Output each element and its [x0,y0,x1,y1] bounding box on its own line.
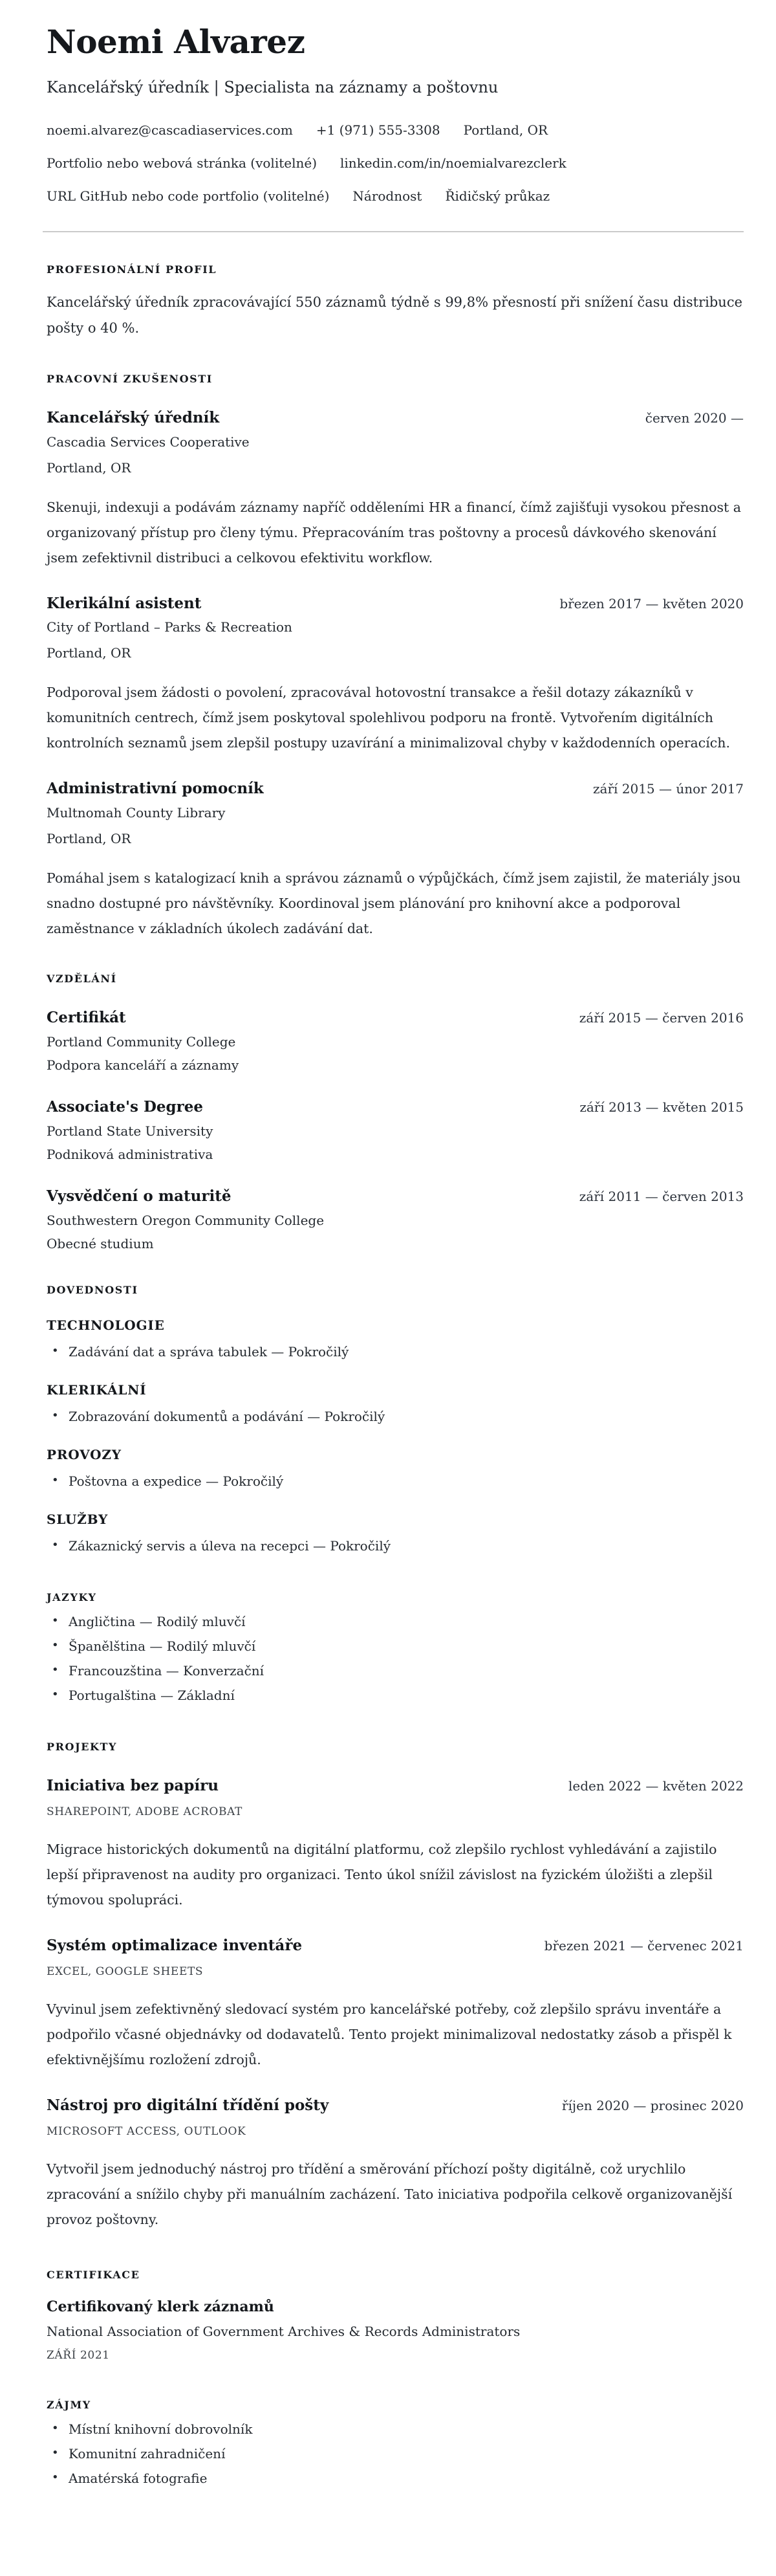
job-description: Podporoval jsem žádosti o povolení, zpracovával hotovostní transakce a řešil dotazy zákazníků v komunitních centrech, čímž jsem poskytoval spolehlivou podporu na frontě. Vytvořením digitálních kontrolních seznamů jsem zlepšil postupy uzavírání a minimalizoval chyby v každodenních operacích. [47,685,730,751]
profile-summary: Kancelářský úředník zpracovávající 550 záznamů týdně s 99,8% přesností při snížení času distribuce pošty o 40 %. [47,294,743,336]
language-item: • Angličtina — Rodilý mluvčí [47,1613,744,1631]
skill-category: SLUŽBY [47,1512,109,1527]
edu-school: Portland Community College [47,1034,236,1050]
job-entry [47,779,744,941]
edu-school: Portland State University [47,1123,213,1139]
project-date: říjen 2020 — prosinec 2020 [561,2097,744,2113]
job-description: Pomáhal jsem s katalogizací knih a správou záznamů o výpůjčkách, čímž jsem zajistil, že materiály jsou snadno dostupné pro návštěvníky. Koordinoval jsem plánování pro knihovní akce a podporoval zaměstnance v základních úkolech zadávání dat. [47,870,741,937]
interest-item: • Amatérská fotografie [47,2469,744,2487]
job-description: Skenuji, indexuji a podávám záznamy napříč odděleními HR a financí, čímž zajišťuji vysokou přesnost a organizovaný přístup pro členy týmu. Přepracováním tras poštovny a procesů dávkového skenování jsem zefektivnil distribuci a celkovou efektivitu workflow. [47,499,742,566]
certification-entry [47,2298,744,2362]
section-label-projects: PROJEKTY [47,1741,118,1754]
project-title: Systém optimalizace inventáře [47,1937,303,1955]
edu-field: Podniková administrativa [47,1146,213,1162]
candidate-name: Noemi Alvarez [47,23,305,61]
job-title: Administrativní pomocník [47,780,264,798]
education-entry [47,1008,744,1074]
contact-github-label: URL GitHub nebo code portfolio (volitelné) [47,188,330,204]
edu-date: září 2015 — červen 2016 [579,1010,744,1026]
language-item: • Portugalština — Základní [47,1686,744,1704]
skill-item: • Zadávání dat a správa tabulek — Pokročilý [47,1343,744,1361]
section-label-education: VZDĚLÁNÍ [47,972,117,985]
cert-org: National Association of Government Archives & Records Administrators [47,2323,521,2339]
header-divider [43,231,744,232]
cert-title: Certifikovaný klerk záznamů [47,2298,274,2315]
interest-item: • Komunitní zahradničení [47,2445,744,2463]
contact-nationality-label: Národnost [352,188,422,204]
language-item: • Španělština — Rodilý mluvčí [47,1637,744,1655]
job-entry [47,408,744,571]
job-date: březen 2017 — květen 2020 [559,595,744,611]
skill-item: • Poštovna a expedice — Pokročilý [47,1472,744,1490]
job-title: Kancelářský úředník [47,408,220,426]
section-label-profile: PROFESIONÁLNÍ PROFIL [47,263,217,276]
job-location: Portland, OR [47,645,131,661]
project-title: Iniciativa bez papíru [47,1777,219,1795]
contact-phone: +1 (971) 555-3308 [316,122,440,138]
edu-date: září 2011 — červen 2013 [579,1188,744,1204]
section-label-skills: DOVEDNOSTI [47,1283,138,1296]
language-item: • Francouzština — Konverzační [47,1662,744,1680]
job-date: září 2015 — únor 2017 [592,781,744,797]
languages-list [47,1613,744,1704]
section-label-experience: PRACOVNÍ ZKUŠENOSTI [47,372,213,385]
cert-date: ZÁŘÍ 2021 [47,2348,110,2362]
education-entry [47,1097,744,1163]
interest-item: • Místní knihovní dobrovolník [47,2420,744,2438]
contact-location: Portland, OR [463,122,548,138]
project-date: březen 2021 — červenec 2021 [544,1938,744,1954]
project-tools: MICROSOFT ACCESS, OUTLOOK [47,2124,246,2138]
skill-category: TECHNOLOGIE [47,1317,165,1333]
project-entry [47,1936,744,2073]
skill-item: • Zákaznický servis a úleva na recepci — Pokročilý [47,1537,744,1555]
job-company: Multnomah County Library [47,805,226,821]
project-description: Vyvinul jsem zefektivněný sledovací systém pro kancelářské potřeby, což zlepšilo správu inventáře a podpořilo včasné objednávky od dodavatelů. Tento projekt minimalizoval nedostatky zásob a přispěl k efektivnějšímu rozložení zdrojů. [47,2001,732,2068]
job-company: City of Portland – Parks & Recreation [47,619,292,635]
project-description: Vytvořil jsem jednoduchý nástroj pro třídění a směrování příchozí pošty digitálně, což urychlilo zpracování a snížilo chyby při manuálním zacházení. Tato iniciativa podpořila celkově organizovanější provoz poštovny. [47,2161,733,2227]
edu-field: Obecné studium [47,1235,154,1251]
edu-school: Southwestern Oregon Community College [47,1212,325,1228]
contact-email: noemi.alvarez@cascadiaservices.com [47,122,293,138]
job-company: Cascadia Services Cooperative [47,434,250,450]
edu-date: září 2013 — květen 2015 [579,1099,744,1116]
candidate-title: Kancelářský úředník | Specialista na záznamy a poštovnu [47,78,499,96]
edu-degree: Vysvědčení o maturitě [47,1187,232,1205]
contact-row-1 [47,121,744,139]
section-label-interests: ZÁJMY [47,2398,91,2411]
edu-field: Podpora kanceláří a záznamy [47,1057,239,1073]
job-date: červen 2020 — [645,410,744,426]
contact-row-3 [47,187,744,205]
section-label-certifications: CERTIFIKACE [47,2268,140,2281]
contact-linkedin: linkedin.com/in/noemialvarezclerk [340,155,566,171]
contact-row-2 [47,154,744,172]
project-title: Nástroj pro digitální třídění pošty [47,2096,329,2114]
interests-list [47,2420,744,2487]
project-date: leden 2022 — květen 2022 [568,1778,744,1794]
section-label-languages: JAZYKY [47,1591,97,1603]
project-tools: SHAREPOINT, ADOBE ACROBAT [47,1805,242,1819]
job-location: Portland, OR [47,459,131,476]
edu-degree: Associate's Degree [47,1098,204,1116]
project-description: Migrace historických dokumentů na digitální platformu, což zlepšilo rychlost vyhledávání a zajistilo lepší připravenost na audity pro organizaci. Tento úkol snížil závislost na fyzickém úložišti a zlepšil týmovou spolupráci. [47,1842,717,1908]
project-entry [47,1776,744,1913]
edu-degree: Certifikát [47,1009,126,1027]
project-entry [47,2096,744,2232]
skill-item: • Zobrazování dokumentů a podávání — Pokročilý [47,1407,744,1426]
job-location: Portland, OR [47,831,131,847]
education-entry [47,1187,744,1253]
project-tools: EXCEL, GOOGLE SHEETS [47,1965,204,1979]
skill-category: PROVOZY [47,1447,122,1462]
skill-category: KLERIKÁLNÍ [47,1382,147,1398]
job-entry [47,594,744,756]
job-title: Klerikální asistent [47,594,202,612]
contact-license-label: Řidičský průkaz [445,188,550,204]
contact-portfolio-label: Portfolio nebo webová stránka (volitelné) [47,155,318,171]
